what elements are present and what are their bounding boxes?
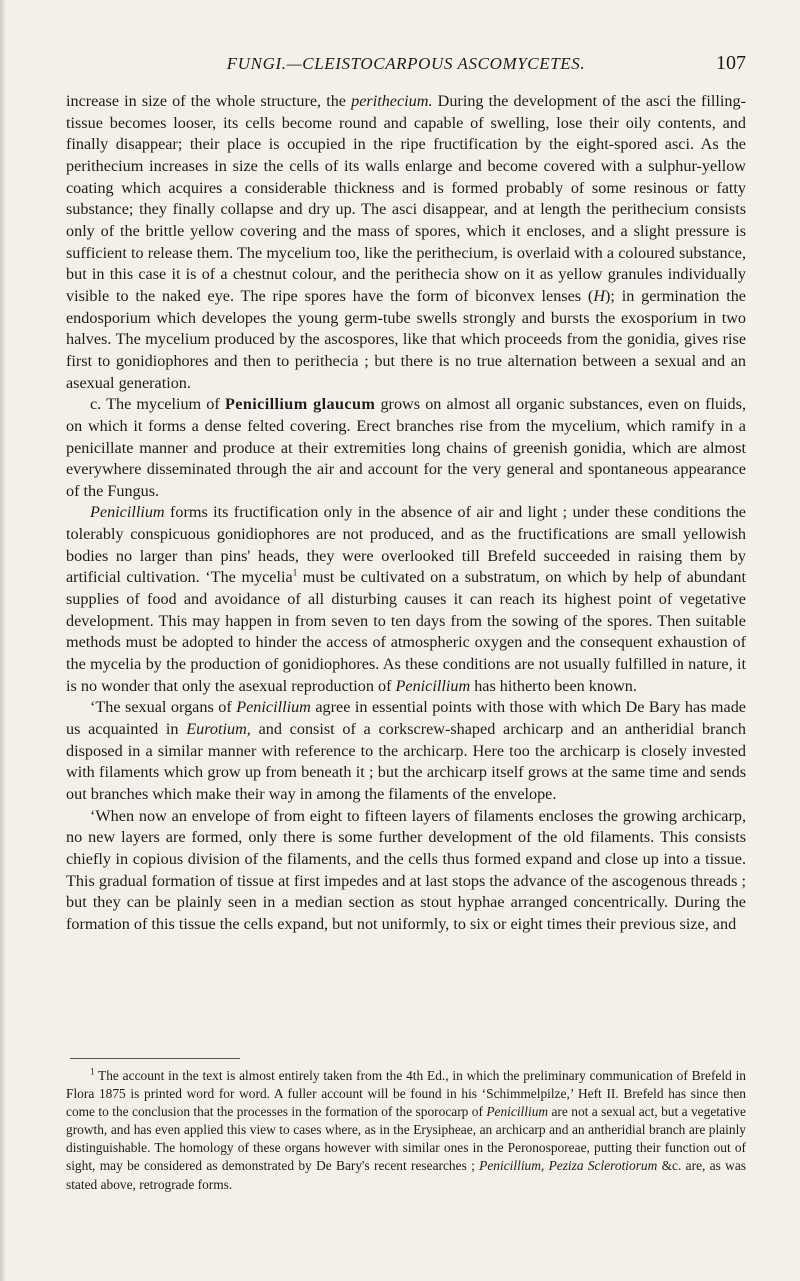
text-run: ); in germination the endosporium which developes the young germ-tube swells strongly and bursts the exosporium in two halves. The mycelium produced by the ascospores, like that which proceeds from the gonidia, gives rise first to gonidiophores and then to perithecia ; but there is no true alternation between a sexual and an asexual generation. (66, 286, 746, 392)
text-run: During the development of the asci the filling-tissue becomes looser, its cells become round and capable of swelling, lose their oily contents, and finally disappear; their place is occupied in the ripe fructification by the eight-spored asci. As the perithecium increases in size the cells of its walls enlarge and become covered with a sulphur-yellow coating which acquires a considerable thickness and is formed probably of some resinous or fatty substance; they finally collapse and dry up. The asci disappear, and at length the perithecium consists only of the brittle yellow covering and the mass of spores, which it encloses, and a slight pressure is sufficient to release them. The mycelium too, like the perithecium, is overlaid with a coloured substance, but in this case it is of a chestnut colour, and the perithecia show on it as yellow granules individually visible to the naked eye. The ripe spores have the form of biconvex lenses ( (66, 92, 746, 305)
paragraph-fructification (66, 502, 746, 697)
text-run: c. The mycelium of (90, 395, 225, 414)
italic-term: Penicillium (486, 1104, 549, 1120)
paragraph-perithecium (66, 91, 746, 394)
text-run: must be cultivated on a substratum, on which by help of abundant supplies of food and avoidance of all disturbing causes it can reach its highest point of vegetative development. This may happen in from seven to ten days from the sowing of the spores. Then suitable methods must be adopted to hinder the access of atmospheric oxygen and the consequent exhaustion of the mycelia by the production of gonidiophores. As these conditions are not usually fulfilled in nature, it is no wonder that only the asexual reproduction of (66, 568, 746, 695)
page-number: 107 (716, 52, 746, 74)
text-run: and consist of a corkscrew-shaped archicarp and an antheridial branch disposed in a similar manner with reference to the archicarp. Here too the archicarp is closely invested with filaments which grow up from beneath it ; but the archicarp itself grows at the same time and sends out branches which make their way in among the filaments of the envelope. (66, 720, 746, 803)
text-run: increase in size of the whole structure, the (66, 92, 352, 110)
italic-term: Penicillium, Peziza Sclerotiorum (479, 1158, 658, 1174)
text-run: The account in the text is almost entirely taken from the 4th Ed., in which the preliminary communication of Brefeld in Flora 1875 is printed word for word. A fuller account will be found in his ‘Schimmelpilze,’ Heft II. Brefeld has since then come to the conclusion that the processes in the formation of the sporocarp of (66, 1068, 746, 1120)
page-edge-shadow (0, 0, 6, 1281)
figure-ref: H (593, 286, 606, 305)
page-header (66, 54, 746, 84)
footnote-rule (70, 1058, 240, 1059)
text-run: grows on almost all organic substances, even on fluids, on which it forms a dense felted covering. Erect branches rise from the mycelium, which ramify in a penicillate manner and produce at their extremities long chains of greenish gonidia, which are almost everywhere disseminated through the air and account for the very general and spontaneous appearance of the Fungus. (66, 395, 746, 500)
paragraph-penicillium-glaucum (66, 394, 746, 502)
text-run: are not a sexual act, but a vegetative growth, and has even applied this view to cases where, as in the Erysipheae, an archicarp and an antheridial branch are plainly distinguishable. The homology of these organs however with similar ones in the Peronosporeae, putting their function out of sight, may be considered as demonstrated by De Bary's recent researches ; (66, 1104, 747, 1174)
text-run: has hitherto been known. (470, 676, 637, 695)
text-run: ‘The sexual organs of (90, 698, 237, 717)
paragraph-sexual-organs (66, 697, 746, 805)
italic-term: Eurotium, (186, 720, 251, 739)
footnote-mark: 1 (90, 1066, 95, 1077)
footnote-text (66, 1067, 746, 1194)
bold-term: Penicillium glaucum (224, 395, 376, 414)
paragraph-envelope (66, 806, 746, 936)
text-run: ‘When now an envelope of from eight to fifteen layers of filaments encloses the growing archicarp, no new layers are formed, only there is some further development of the old filaments. This consists chiefly in copious division of the filaments, and the cells thus formed expand and close up into a tissue. This gradual formation of tissue at first impedes and at last stops the advance of the ascogenous threads ; but they can be plainly seen in a median section as stout hyphae arranged concentrically. During the formation of this tissue the cells expand, but not uniformly, to six or eight times their previous size, and (66, 806, 746, 933)
italic-term: Penicillium (236, 698, 311, 717)
footnote (66, 1067, 746, 1194)
body-text (66, 91, 746, 936)
running-head: FUNGI.—CLEISTOCARPOUS ASCOMYCETES. (226, 54, 586, 73)
italic-term: perithecium. (351, 92, 433, 110)
footnote-ref[interactable]: 1 (292, 568, 298, 579)
italic-term: Penicillium (395, 676, 471, 695)
text-run: agree in essential points with those with which De Bary has made us acquainted in (66, 698, 746, 739)
text-run: &c. are, as was stated above, retrograde forms. (66, 1158, 746, 1192)
text-run: forms its fructification only in the absence of air and light ; under these conditions the tolerably conspicuous gonidiophores are not produced, and as the fructifications are small yellowish bodies no larger than pins' heads, they were overlooked till Brefeld succeeded in raising them by artificial cultivation. ‘The mycelia (66, 503, 746, 587)
italic-term: Penicillium (90, 503, 165, 522)
